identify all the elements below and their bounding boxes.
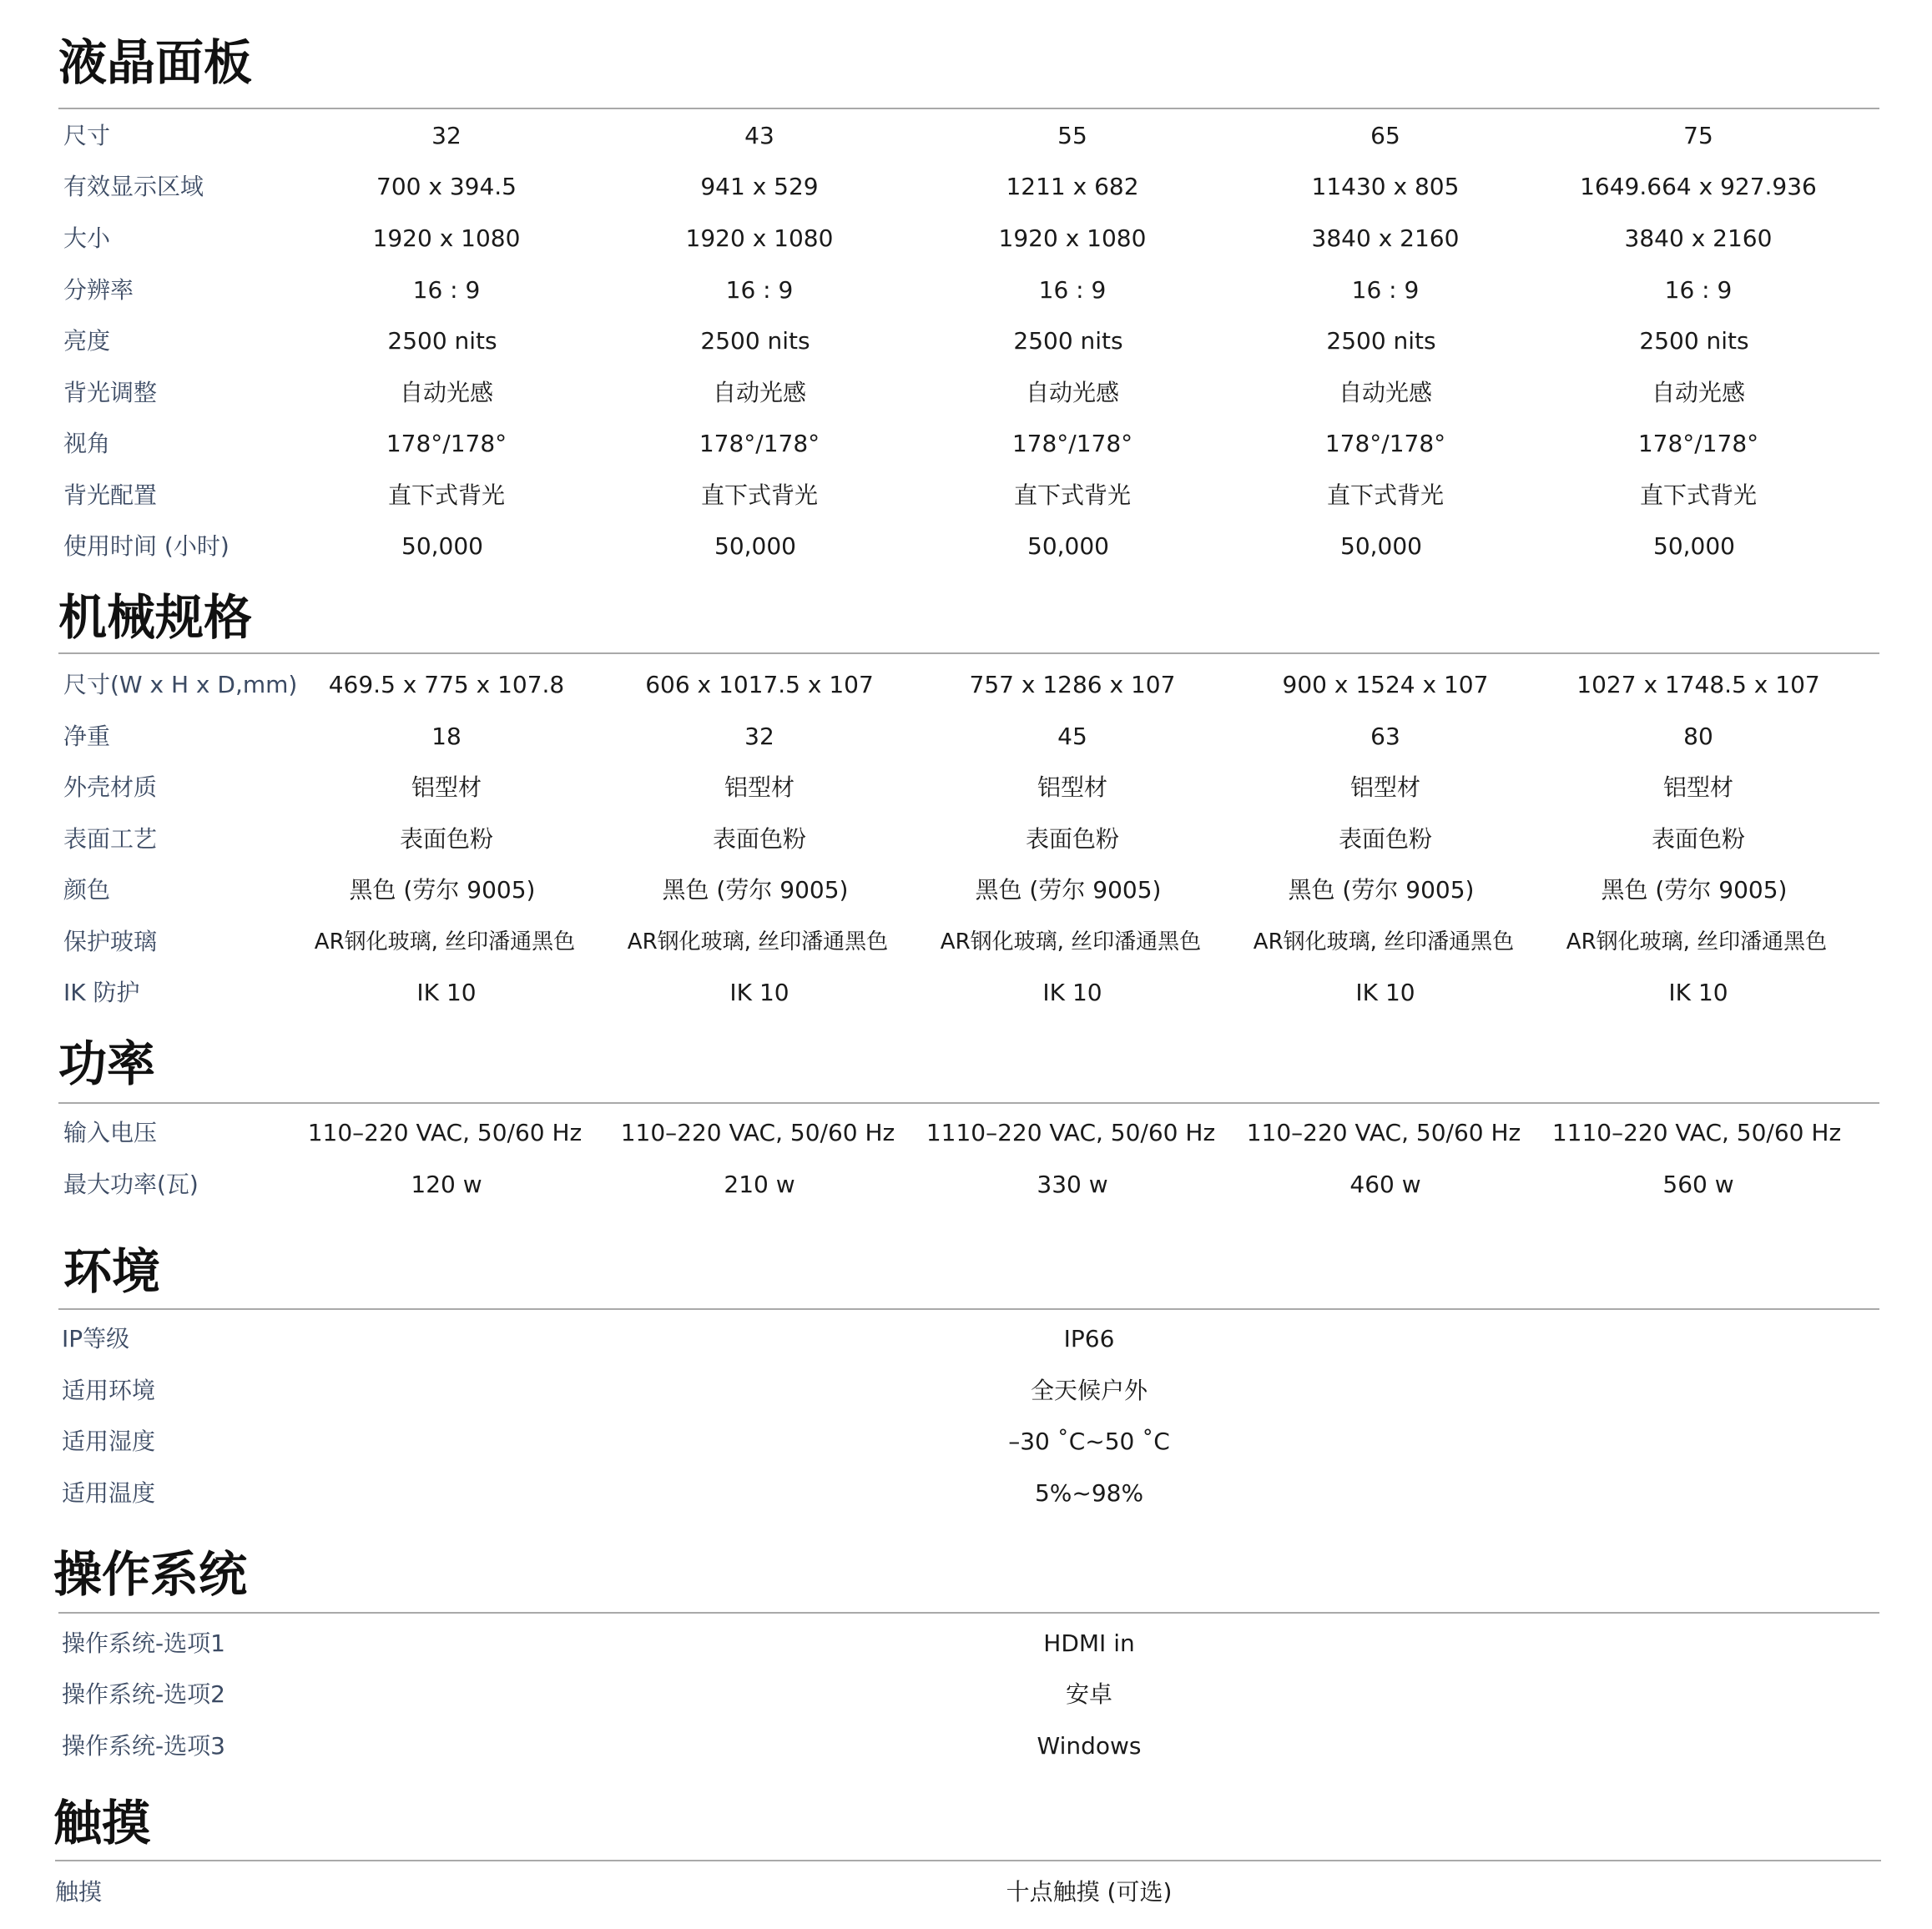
spec-value: 表面色粉 [1338,825,1432,853]
spec-value: 16 : 9 [1038,276,1107,304]
spec-label: IP等级 [62,1325,130,1352]
section-title-mechanical: 机械规格 [58,589,253,646]
spec-value: 表面色粉 [712,825,806,853]
spec-value: 178°/178° [1011,430,1133,457]
spec-label: 操作系统-选项1 [62,1629,225,1657]
spec-value: 1110–220 VAC, 50/60 Hz [1551,1119,1842,1146]
spec-value: 900 x 1524 x 107 [1282,671,1489,698]
spec-value: IK 10 [1355,979,1415,1006]
spec-value: 自动光感 [1025,379,1119,406]
spec-row-os-option-1 [0,1623,1932,1665]
section-divider [55,1860,1881,1861]
spec-row-input-voltage [0,1112,1932,1154]
spec-value: 178°/178° [1324,430,1446,457]
spec-value: AR钢化玻璃, 丝印潘通黑色 [314,929,576,954]
spec-value: 铝型材 [1037,773,1107,801]
spec-label: 分辨率 [63,276,134,304]
spec-value: 2500 nits [1639,327,1749,355]
section-divider [58,108,1879,109]
spec-value: 178°/178° [1637,430,1759,457]
spec-row-temperature [0,1473,1932,1514]
spec-value: 铝型材 [1662,773,1733,801]
spec-value: 直下式背光 [1326,481,1444,509]
section-title-environment: 环境 [63,1243,161,1300]
section-divider [58,1102,1879,1104]
spec-row-os-option-2 [0,1674,1932,1715]
spec-value: 16 : 9 [1351,276,1420,304]
spec-value: 110–220 VAC, 50/60 Hz [307,1119,583,1146]
spec-row-backlight-adjust [0,372,1932,414]
section-divider [58,1612,1879,1614]
spec-label: 触摸 [55,1878,103,1906]
spec-row-application-env [0,1370,1932,1412]
spec-label: 有效显示区域 [63,173,204,200]
spec-value: 安卓 [1065,1680,1112,1708]
spec-value: 黑色 (劳尔 9005) [1601,876,1788,904]
spec-value: 50,000 [1027,532,1109,560]
spec-value: 黑色 (劳尔 9005) [1288,876,1475,904]
spec-value: 直下式背光 [1639,481,1757,509]
spec-value: 直下式背光 [700,481,818,509]
spec-value: 50,000 [401,532,483,560]
spec-value: 50,000 [1340,532,1422,560]
spec-row-housing-material [0,767,1932,808]
spec-label: 操作系统-选项3 [62,1732,225,1760]
spec-value: 50,000 [714,532,796,560]
spec-value: 460 w [1349,1171,1421,1198]
spec-label: 亮度 [63,327,111,355]
spec-value: 16 : 9 [1664,276,1733,304]
spec-value: 65 [1370,122,1400,149]
section-title-lcd-panel: 液晶面板 [58,34,253,91]
spec-value: 80 [1683,723,1713,750]
spec-value: 直下式背光 [387,481,505,509]
section-title-operating-system: 操作系统 [53,1546,248,1603]
spec-value: 210 w [724,1171,795,1198]
spec-row-ik-rating [0,972,1932,1014]
spec-value: 自动光感 [1338,379,1432,406]
spec-value: 黑色 (劳尔 9005) [662,876,849,904]
spec-value: 1920 x 1080 [685,224,834,252]
spec-value: 直下式背光 [1013,481,1131,509]
spec-value: 18 [431,723,462,750]
spec-row-lifetime [0,526,1932,567]
spec-row-max-power [0,1164,1932,1206]
spec-value: 3840 x 2160 [1624,224,1773,252]
spec-row-surface-finish [0,818,1932,860]
spec-value: IK 10 [729,979,789,1006]
spec-row-size [0,115,1932,157]
spec-value: 32 [744,723,774,750]
spec-value: 黑色 (劳尔 9005) [349,876,536,904]
spec-label: 适用温度 [62,1479,156,1507]
spec-row-ip-rating [0,1318,1932,1360]
spec-value: 全天候户外 [1030,1377,1148,1404]
spec-value: 45 [1057,723,1087,750]
spec-label: 背光调整 [63,379,158,406]
spec-value: 表面色粉 [399,825,493,853]
spec-value: HDMI in [1043,1629,1135,1657]
spec-label: 保护玻璃 [63,928,158,955]
spec-row-backlight-config [0,475,1932,516]
spec-value: 330 w [1037,1171,1108,1198]
spec-label: 净重 [63,723,111,750]
spec-value: 110–220 VAC, 50/60 Hz [1246,1119,1521,1146]
spec-value: 469.5 x 775 x 107.8 [328,671,565,698]
spec-value: AR钢化玻璃, 丝印潘通黑色 [627,929,889,954]
spec-label: 大小 [63,224,111,252]
spec-label: 适用环境 [62,1377,156,1404]
spec-value: 178°/178° [386,430,507,457]
spec-row-protective-glass [0,921,1932,963]
spec-value: 1920 x 1080 [998,224,1147,252]
spec-label: 适用湿度 [62,1428,156,1455]
spec-label: 尺寸 [63,122,111,149]
spec-value: IK 10 [416,979,477,1006]
spec-label: 背光配置 [63,481,158,509]
spec-label: IK 防护 [63,979,140,1006]
spec-value: 2500 nits [387,327,497,355]
spec-row-humidity [0,1421,1932,1463]
spec-value: 2500 nits [1326,327,1436,355]
spec-value: 16 : 9 [412,276,481,304]
spec-value: 55 [1057,122,1087,149]
spec-label: 使用时间 (小时) [63,532,230,560]
spec-row-dimensions [0,664,1932,706]
spec-row-viewing-angle [0,423,1932,465]
spec-value: 606 x 1017.5 x 107 [645,671,874,698]
spec-value: 700 x 394.5 [376,173,517,200]
spec-value: 560 w [1662,1171,1734,1198]
spec-row-touch [0,1871,1932,1913]
spec-value: IK 10 [1042,979,1102,1006]
spec-label: 表面工艺 [63,825,158,853]
spec-value: 50,000 [1653,532,1735,560]
spec-value: 自动光感 [399,379,493,406]
spec-row-os-option-3 [0,1725,1932,1767]
spec-label: 视角 [63,430,111,457]
spec-value: 1920 x 1080 [372,224,521,252]
spec-value: 自动光感 [1651,379,1745,406]
spec-value: 黑色 (劳尔 9005) [975,876,1162,904]
spec-value: 110–220 VAC, 50/60 Hz [620,1119,895,1146]
spec-value: AR钢化玻璃, 丝印潘通黑色 [940,929,1202,954]
spec-value: 1110–220 VAC, 50/60 Hz [926,1119,1216,1146]
spec-value: 2500 nits [700,327,810,355]
spec-label: 颜色 [63,876,111,904]
spec-value: Windows [1037,1732,1142,1760]
section-title-power: 功率 [58,1035,156,1092]
spec-value: 75 [1683,122,1713,149]
spec-value: 32 [431,122,462,149]
spec-row-aspect-ratio [0,269,1932,311]
spec-label: 最大功率(瓦) [63,1171,199,1198]
section-divider [58,652,1879,654]
spec-value: 表面色粉 [1651,825,1745,853]
section-title-touch: 触摸 [53,1795,151,1851]
spec-value: 铝型材 [411,773,482,801]
spec-row-brightness [0,320,1932,362]
spec-value: –30 ˚C~50 ˚C [1008,1428,1170,1455]
spec-value: 5%~98% [1034,1479,1144,1507]
spec-value: IP66 [1063,1325,1115,1352]
spec-value: 120 w [411,1171,482,1198]
spec-label: 外壳材质 [63,773,158,801]
spec-value: 铝型材 [724,773,794,801]
spec-value: 757 x 1286 x 107 [969,671,1176,698]
spec-value: 1027 x 1748.5 x 107 [1576,671,1820,698]
spec-row-color [0,869,1932,911]
spec-row-active-area [0,166,1932,208]
spec-row-net-weight [0,716,1932,758]
spec-label: 操作系统-选项2 [62,1680,225,1708]
spec-value: 铝型材 [1349,773,1420,801]
spec-label: 输入电压 [63,1119,158,1146]
spec-value: 941 x 529 [700,173,819,200]
spec-value: 十点触摸 (可选) [1006,1878,1173,1906]
spec-value: 2500 nits [1013,327,1123,355]
spec-value: AR钢化玻璃, 丝印潘通黑色 [1566,929,1828,954]
spec-value: AR钢化玻璃, 丝印潘通黑色 [1253,929,1515,954]
spec-value: 16 : 9 [725,276,794,304]
spec-value: 1211 x 682 [1006,173,1139,200]
section-divider [58,1308,1879,1310]
spec-value: 表面色粉 [1025,825,1119,853]
spec-row-resolution [0,218,1932,259]
spec-value: 63 [1370,723,1400,750]
spec-value: 自动光感 [712,379,806,406]
spec-value: IK 10 [1668,979,1728,1006]
spec-label: 尺寸(W x H x D,mm) [63,671,298,698]
spec-value: 43 [744,122,774,149]
spec-value: 1649.664 x 927.936 [1580,173,1817,200]
spec-value: 11430 x 805 [1311,173,1460,200]
spec-value: 3840 x 2160 [1311,224,1460,252]
spec-value: 178°/178° [699,430,820,457]
